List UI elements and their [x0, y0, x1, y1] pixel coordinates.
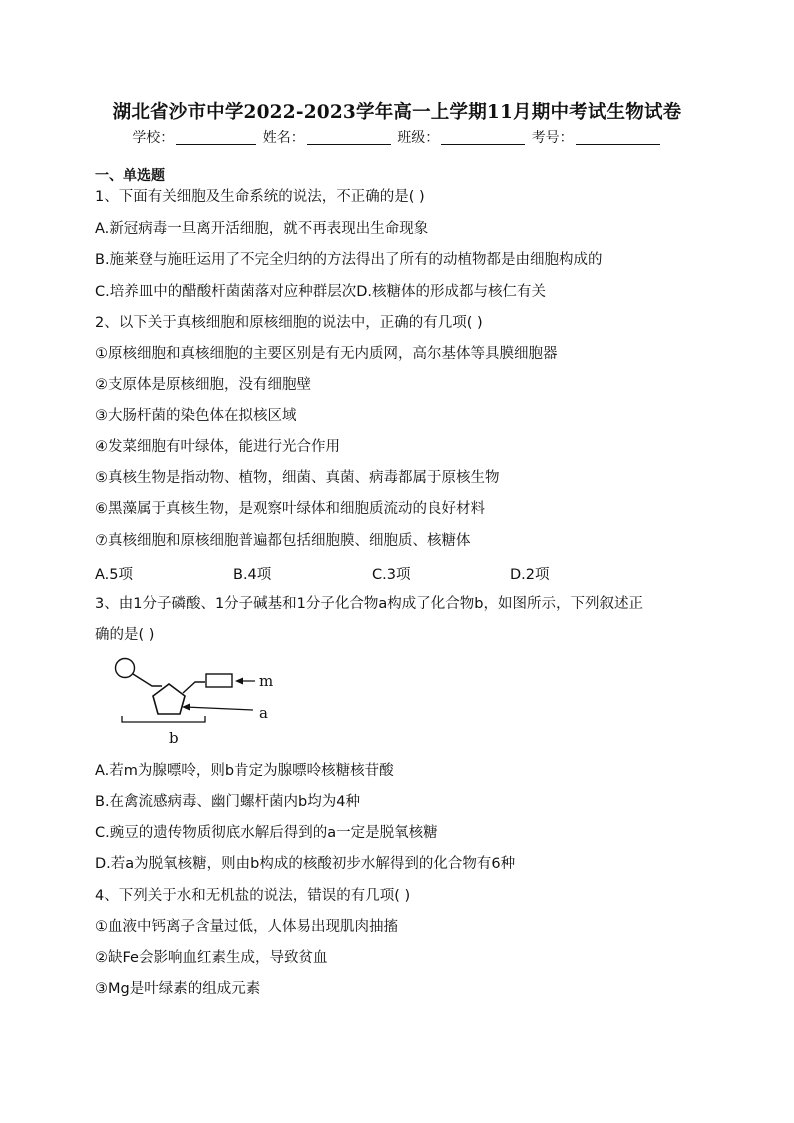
q4-stem: 4、下列关于水和无机盐的说法，错误的有几项( ) — [95, 888, 411, 904]
label-b: b — [169, 729, 179, 747]
pentose-sugar — [153, 684, 185, 714]
label-m: m — [259, 672, 274, 690]
q4-item-3: ③Mg是叶绿素的组成元素 — [95, 981, 261, 997]
section-heading: 一、单选题 — [95, 168, 165, 184]
base-bond — [183, 682, 205, 693]
q2-item-5: ⑤真核生物是指动物、植物，细菌、真菌、病毒都属于原核生物 — [95, 470, 500, 486]
exam-title: 湖北省沙市中学2022-2023学年高一上学期11月期中考试生物试卷 — [112, 102, 682, 123]
class-blank[interactable] — [441, 130, 525, 145]
q2-option-d: D.2项 — [510, 567, 550, 583]
q2-option-b: B.4项 — [233, 567, 272, 583]
class-label: 班级： — [397, 130, 440, 146]
phosphate-bond — [133, 674, 162, 686]
q2-options — [95, 563, 595, 583]
student-info-row — [0, 127, 794, 147]
q4-item-1: ①血液中钙离子含量过低，人体易出现肌肉抽搐 — [95, 919, 398, 935]
q3-option-b: B.在禽流感病毒、幽门螺杆菌内b均为4种 — [95, 794, 360, 810]
exam-number-label: 考号： — [531, 130, 574, 146]
q1-stem: 1、下面有关细胞及生命系统的说法，不正确的是( ) — [95, 189, 425, 205]
q3-stem-line1: 3、由1分子磷酸、1分子碱基和1分子化合物a构成了化合物b，如图所示，下列叙述正 — [95, 596, 643, 612]
exam-number-blank[interactable] — [576, 130, 660, 145]
arrow-m-head — [235, 678, 243, 685]
q4-item-2: ②缺Fe会影响血红素生成，导致贫血 — [95, 950, 328, 966]
q3-stem-line2: 确的是( ) — [95, 627, 155, 643]
nucleotide-diagram — [105, 652, 295, 752]
school-blank[interactable] — [176, 130, 256, 145]
q3-option-d: D.若a为脱氧核糖，则由b构成的核酸初步水解得到的化合物有6种 — [95, 856, 516, 872]
q2-item-3: ③大肠杆菌的染色体在拟核区域 — [95, 408, 297, 424]
arrow-a-line — [185, 707, 253, 710]
q3-option-c: C.豌豆的遗传物质彻底水解后得到的a一定是脱氧核糖 — [95, 825, 438, 841]
q1-option-b: B.施莱登与施旺运用了不完全归纳的方法得出了所有的动植物都是由细胞构成的 — [95, 252, 603, 268]
q2-item-4: ④发菜细胞有叶绿体，能进行光合作用 — [95, 439, 340, 455]
q3-option-a: A.若m为腺嘌呤，则b肯定为腺嘌呤核糖核苷酸 — [95, 763, 394, 779]
name-blank[interactable] — [307, 130, 391, 145]
q2-item-2: ②支原体是原核细胞，没有细胞壁 — [95, 377, 311, 393]
label-a: a — [259, 704, 268, 722]
name-label: 姓名： — [262, 130, 305, 146]
q2-option-a: A.5项 — [95, 567, 133, 583]
school-label: 学校： — [132, 130, 175, 146]
q1-option-a: A.新冠病毒一旦离开活细胞，就不再表现出生命现象 — [95, 221, 429, 237]
phosphate-circle — [116, 659, 135, 678]
bracket-b — [122, 716, 205, 722]
base-box — [206, 674, 232, 687]
q1-option-cd: C.培养皿中的醋酸杆菌菌落对应种群层次D.核糖体的形成都与核仁有关 — [95, 284, 547, 300]
q2-option-c: C.3项 — [372, 567, 411, 583]
q2-item-6: ⑥黑藻属于真核生物，是观察叶绿体和细胞质流动的良好材料 — [95, 501, 485, 517]
q2-stem: 2、以下关于真核细胞和原核细胞的说法中，正确的有几项( ) — [95, 315, 483, 331]
q2-item-7: ⑦真核细胞和原核细胞普遍都包括细胞膜、细胞质、核糖体 — [95, 533, 471, 549]
q2-item-1: ①原核细胞和真核细胞的主要区别是有无内质网，高尔基体等具膜细胞器 — [95, 346, 558, 362]
